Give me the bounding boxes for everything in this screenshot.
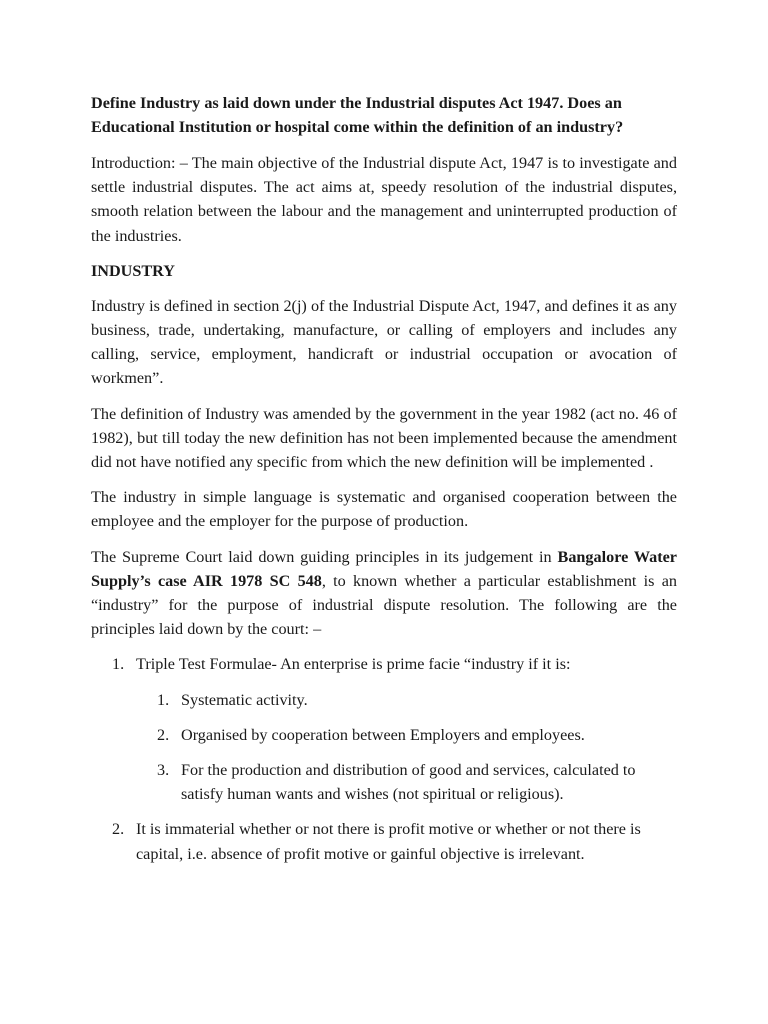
sub-list-number: 2. — [157, 725, 170, 744]
definition-paragraph: Industry is defined in section 2(j) of the Industrial Dispute Act, 1947, and defines it as any business, trade, undertaking, manufacture, or calling of employers and includes any calling, service, employment, handicraft or industrial occupation or avocation of workmen”. — [91, 296, 677, 388]
sub-list-number: 1. — [157, 690, 170, 709]
sub-list-number: 3. — [157, 761, 170, 780]
case-citation: Bangalore Water Supply’s case AIR 1978 SC 548 — [91, 547, 677, 590]
court-text-after: , to known whether a particular establishment is an “industry” for the purpose of industrial dispute resolution. The following are the principles laid down by the court: – — [91, 571, 677, 639]
sub-list-item-text: For the production and distribution of good and services, calculated to satisfy human wants and wishes (not spiritual or religious). — [181, 761, 636, 804]
list-number: 2. — [112, 820, 125, 839]
list-number: 1. — [112, 655, 125, 674]
sub-list-item-text: Organised by cooperation between Employers and employees. — [181, 725, 585, 744]
section-heading-industry: INDUSTRY — [91, 261, 175, 280]
supreme-court-paragraph — [91, 545, 677, 642]
intro-paragraph: Introduction: – The main objective of the Industrial dispute Act, 1947 is to investigate and settle industrial disputes. The act aims at, speedy resolution of the industrial disputes, smooth relation between the labour and the management and uninterrupted production of the industries. — [91, 154, 677, 245]
list-item-text: Triple Test Formulae- An enterprise is prime facie “industry if it is: — [136, 655, 571, 674]
sub-list-item — [136, 723, 677, 747]
sub-list-item-text: Systematic activity. — [181, 690, 308, 709]
court-text-before: The Supreme Court laid down guiding principles in its judgement in — [91, 547, 558, 566]
principles-list — [91, 652, 677, 865]
sub-list-item — [136, 758, 677, 806]
document-title: Define Industry as laid down under the Industrial disputes Act 1947. Does an Educational Institution or hospital come within the definition of an industry? — [91, 94, 624, 136]
list-item — [91, 652, 677, 806]
list-item — [91, 817, 677, 865]
triple-test-sublist — [136, 688, 677, 807]
list-item-text: It is immaterial whether or not there is profit motive or whether or not there is capital, i.e. absence of profit motive or gainful objective is irrelevant. — [136, 820, 641, 863]
simple-language-paragraph: The industry in simple language is systematic and organised cooperation between the employee and the employer for the purpose of production. — [91, 488, 677, 531]
sub-list-item — [136, 688, 677, 712]
amendment-paragraph: The definition of Industry was amended by the government in the year 1982 (act no. 46 of 1982), but till today the new definition has not been implemented because the amendment did not have notified any specific from which the new definition will be implemented . — [91, 404, 677, 472]
